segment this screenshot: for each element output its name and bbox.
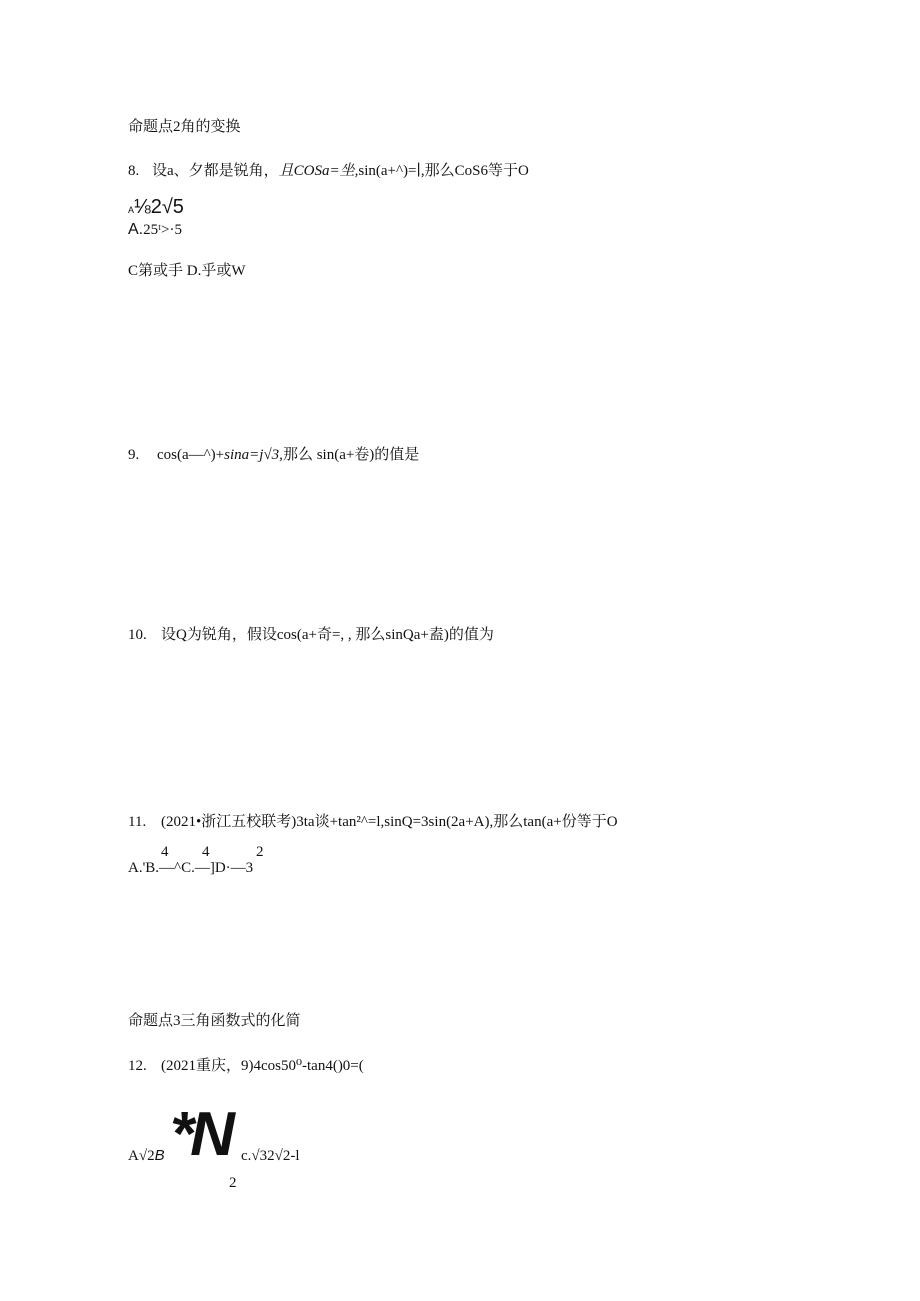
question-12-below-number: 2	[229, 1175, 237, 1191]
question-11-superscript-1: 4	[161, 844, 169, 860]
question-12-option-a	[128, 1147, 165, 1165]
question-8-number: 8.	[128, 163, 140, 179]
question-12-number: 12.	[128, 1058, 147, 1074]
question-10-number: 10.	[128, 627, 147, 643]
question-11	[128, 813, 618, 831]
question-9-text-c: 那么 sin(a+卷)的值是	[282, 447, 420, 463]
question-12-option-a-text: A√2	[128, 1148, 155, 1164]
question-11-superscript-2: 4	[202, 844, 210, 860]
question-8-options-cd: C第或手 D.乎或W	[128, 263, 246, 279]
section-2-title: 命题点2角的变换	[128, 119, 241, 135]
question-9-text-a: cos(a—^)+	[157, 447, 225, 463]
question-8-option-top	[128, 196, 184, 221]
question-12-option-b-label: B	[154, 1147, 165, 1164]
question-8-option-a	[128, 221, 182, 239]
question-8-text-b: 且COSa=坐,	[278, 163, 359, 179]
question-8-option-top-sub: A	[128, 205, 135, 215]
question-12	[128, 1057, 364, 1075]
question-9-number: 9.	[128, 447, 140, 463]
question-8-option-a-tail: 25ᵗ>·5	[143, 222, 182, 238]
question-8-option-a-head: A.	[128, 221, 144, 238]
section-3-title: 命题点3三角函数式的化简	[128, 1013, 301, 1029]
question-8-text-c: sin(a+^)=∣,那么CoS6等于O	[358, 163, 529, 179]
question-10-text: 设Q为锐角，假设cos(a+奇=, , 那么sinQa+盍)的值为	[161, 627, 494, 643]
question-11-options: A.'B.—^C.—]D·—3	[128, 860, 254, 876]
question-10	[128, 626, 494, 644]
question-9-text-b: sina=j√3,	[224, 447, 283, 463]
question-8-text-a: 设a、夕都是锐角，	[152, 163, 279, 179]
question-8	[128, 162, 529, 180]
question-11-number: 11.	[128, 814, 147, 830]
question-12-option-c: c.√32√2-l	[241, 1148, 300, 1164]
question-12-large-symbol: *N	[170, 1100, 231, 1169]
question-12-text: (2021重庆，9)4cos50⁰-tan4()0=(	[161, 1058, 364, 1074]
question-9	[128, 446, 419, 464]
question-11-text: (2021•浙江五校联考)3ta谈+tan²^=l,sinQ=3sin(2a+A),那么tan(a+份等于O	[161, 814, 618, 830]
question-11-superscript-3: 2	[256, 844, 264, 860]
question-8-option-top-text: ⅛2√5	[134, 196, 184, 218]
